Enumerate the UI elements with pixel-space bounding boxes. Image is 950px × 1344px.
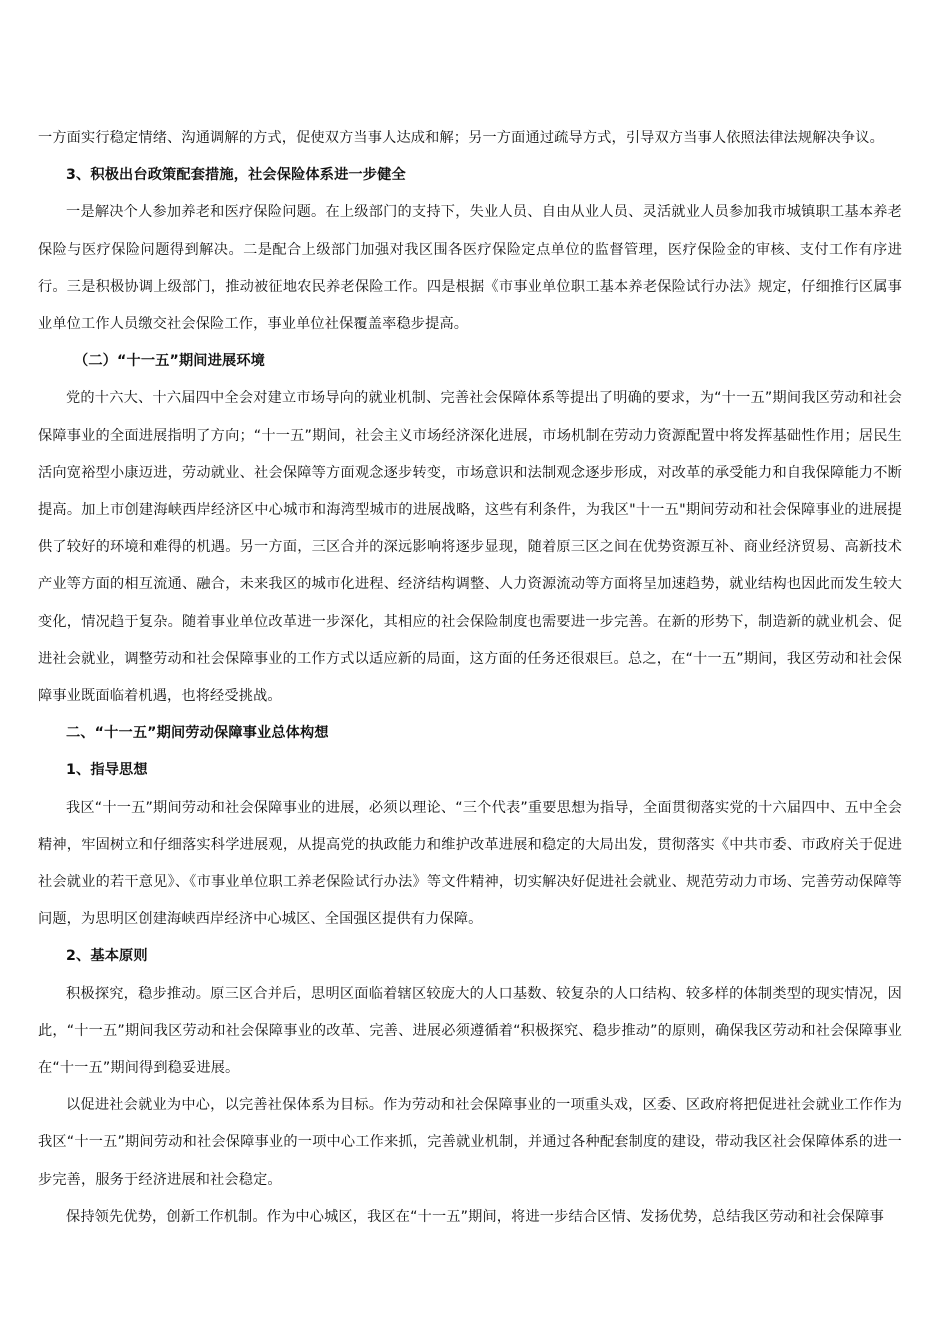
paragraph: 党的十六大、十六届四中全会对建立市场导向的就业机制、完善社会保障体系等提出了明确的要求，为“十一五”期间我区劳动和社会保障事业的全面进展指明了方向；“十一五”期间，社会主义市场经济深化进展，市场机制在劳动力资源配置中将发挥基础性作用；居民生活向宽裕型小康迈进，劳动就业、社会保障等方面观念逐步转变，市场意识和法制观念逐步形成，对改革的承受能力和自我保障能力不断提高。加上市创建海峡西岸经济区中心城市和海湾型城市的进展战略，这些有利条件，为我区"十一五"期间劳动和社会保障事业的进展提供了较好的环境和难得的机遇。另一方面，三区合并的深远影响将逐步显现，随着原三区之间在优势资源互补、商业经济贸易、高新技术产业等方面的相互流通、融合，未来我区的城市化进程、经济结构调整、人力资源流动等方面将呈加速趋势，就业结构也因此而发生较大变化，情况趋于复杂。随着事业单位改革进一步深化，其相应的社会保险制度也需要进一步完善。在新的形势下，制造新的就业机会、促进社会就业，调整劳动和社会保障事业的工作方式以适应新的局面，这方面的任务还很艰巨。总之，在“十一五”期间，我区劳动和社会保障事业既面临着机遇，也将经受挑战。 [38, 390, 902, 705]
chapter-heading: 二、“十一五”期间劳动保障事业总体构想 [66, 725, 329, 742]
section-heading: （二）“十一五”期间进展环境 [74, 353, 265, 370]
paragraph: 保持领先优势，创新工作机制。作为中心城区，我区在“十一五”期间，将进一步结合区情、发扬优势，总结我区劳动和社会保障事 [66, 1208, 884, 1225]
paragraph: 积极探究，稳步推动。原三区合并后，思明区面临着辖区较庞大的人口基数、较复杂的人口结构、较多样的体制类型的现实情况，因此，“十一五”期间我区劳动和社会保障事业的改革、完善、进展必须遵循着“积极探究、稳步推动”的原则，确保我区劳动和社会保障事业在“十一五”期间得到稳妥进展。 [38, 985, 902, 1077]
paragraph: 一方面实行稳定情绪、沟通调解的方式，促使双方当事人达成和解；另一方面通过疏导方式，引导双方当事人依照法律法规解决争议。 [38, 130, 884, 146]
paragraph: 我区“十一五”期间劳动和社会保障事业的进展，必须以理论、“三个代表”重要思想为指导，全面贯彻落实党的十六届四中、五中全会精神，牢固树立和仔细落实科学进展观，从提高党的执政能力和维护改革进展和稳定的大局出发，贯彻落实《中共市委、市政府关于促进社会就业的若干意见》、《市事业单位职工养老保险试行办法》等文件精神，切实解决好促进社会就业、规范劳动力市场、完善劳动保障等问题，为思明区创建海峡西岸经济中心城区、全国强区提供有力保障。 [38, 799, 902, 928]
section-heading: 1、指导思想 [66, 762, 148, 779]
section-heading: 3、积极出台政策配套措施，社会保险体系进一步健全 [66, 167, 406, 184]
paragraph: 以促进社会就业为中心，以完善社保体系为目标。作为劳动和社会保障事业的一项重头戏，区委、区政府将把促进社会就业工作作为我区“十一五”期间劳动和社会保障事业的一项中心工作来抓，完善就业机制，并通过各种配套制度的建设，带动我区社会保障体系的进一步完善，服务于经济进展和社会稳定。 [38, 1097, 902, 1188]
paragraph: 一是解决个人参加养老和医疗保险问题。在上级部门的支持下，失业人员、自由从业人员、灵活就业人员参加我市城镇职工基本养老保险与医疗保险问题得到解决。二是配合上级部门加强对我区围各医疗保险定点单位的监督管理，医疗保险金的审核、支付工作有序进行。三是积极协调上级部门，推动被征地农民养老保险工作。四是根据《市事业单位职工基本养老保险试行办法》规定，仔细推行区属事业单位工作人员缴交社会保险工作，事业单位社保覆盖率稳步提高。 [38, 204, 902, 333]
section-heading: 2、基本原则 [66, 948, 148, 965]
document-page [38, 120, 902, 1236]
